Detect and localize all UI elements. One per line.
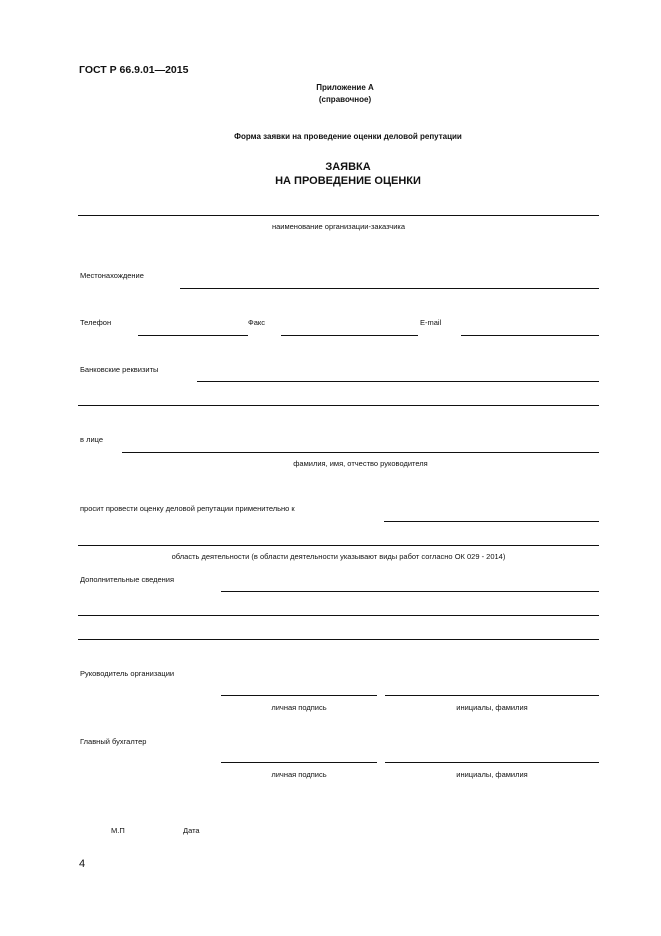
phone-field[interactable] bbox=[138, 335, 248, 336]
additional-field[interactable] bbox=[221, 591, 599, 592]
additional-field-line-3[interactable] bbox=[78, 639, 599, 640]
doc-title-line-2: НА ПРОВЕДЕНИЕ ОЦЕНКИ bbox=[275, 175, 421, 187]
head-name-field[interactable] bbox=[385, 695, 599, 696]
person-field[interactable] bbox=[122, 452, 599, 453]
activity-field[interactable] bbox=[78, 545, 599, 546]
fax-field[interactable] bbox=[281, 335, 418, 336]
accountant-name-caption: инициалы, фамилия bbox=[456, 770, 528, 779]
head-signature-field[interactable] bbox=[221, 695, 377, 696]
accountant-name-field[interactable] bbox=[385, 762, 599, 763]
doc-title-line-1: ЗАЯВКА bbox=[325, 161, 371, 173]
appendix-title: Приложение А bbox=[316, 83, 374, 92]
org-name-line[interactable] bbox=[78, 215, 599, 216]
date-label: Дата bbox=[183, 826, 200, 835]
accountant-label: Главный бухгалтер bbox=[80, 737, 147, 746]
accountant-sign-caption: личная подпись bbox=[271, 770, 327, 779]
person-label: в лице bbox=[80, 435, 104, 444]
request-text: просит провести оценку деловой репутации применительно к bbox=[80, 504, 295, 513]
bank-field[interactable] bbox=[197, 381, 599, 382]
bank-label: Банковские реквизиты bbox=[80, 365, 159, 374]
fax-label: Факс bbox=[248, 318, 265, 327]
head-name-caption: инициалы, фамилия bbox=[456, 703, 528, 712]
accountant-signature-field[interactable] bbox=[221, 762, 377, 763]
head-sign-caption: личная подпись bbox=[271, 703, 327, 712]
email-label: E-mail bbox=[420, 318, 442, 327]
head-label: Руководитель организации bbox=[80, 669, 175, 678]
person-caption: фамилия, имя, отчество руководителя bbox=[293, 459, 428, 468]
page-number: 4 bbox=[79, 858, 86, 870]
stamp-label: М.П bbox=[111, 826, 125, 835]
activity-caption: область деятельности (в области деятельности указывают виды работ согласно ОК 029 - 2014) bbox=[171, 552, 506, 561]
bank-field-line-2[interactable] bbox=[78, 405, 599, 406]
location-label: Местонахождение bbox=[80, 271, 144, 280]
request-field[interactable] bbox=[384, 521, 599, 522]
form-title: Форма заявки на проведение оценки деловой репутации bbox=[234, 132, 462, 141]
additional-label: Дополнительные сведения bbox=[80, 575, 175, 584]
email-field[interactable] bbox=[461, 335, 599, 336]
phone-label: Телефон bbox=[80, 318, 112, 327]
location-field[interactable] bbox=[180, 288, 599, 289]
org-name-caption: наименование организации-заказчика bbox=[271, 222, 406, 231]
appendix-type: (справочное) bbox=[318, 95, 372, 104]
standard-code: ГОСТ Р 66.9.01—2015 bbox=[79, 64, 189, 76]
additional-field-line-2[interactable] bbox=[78, 615, 599, 616]
